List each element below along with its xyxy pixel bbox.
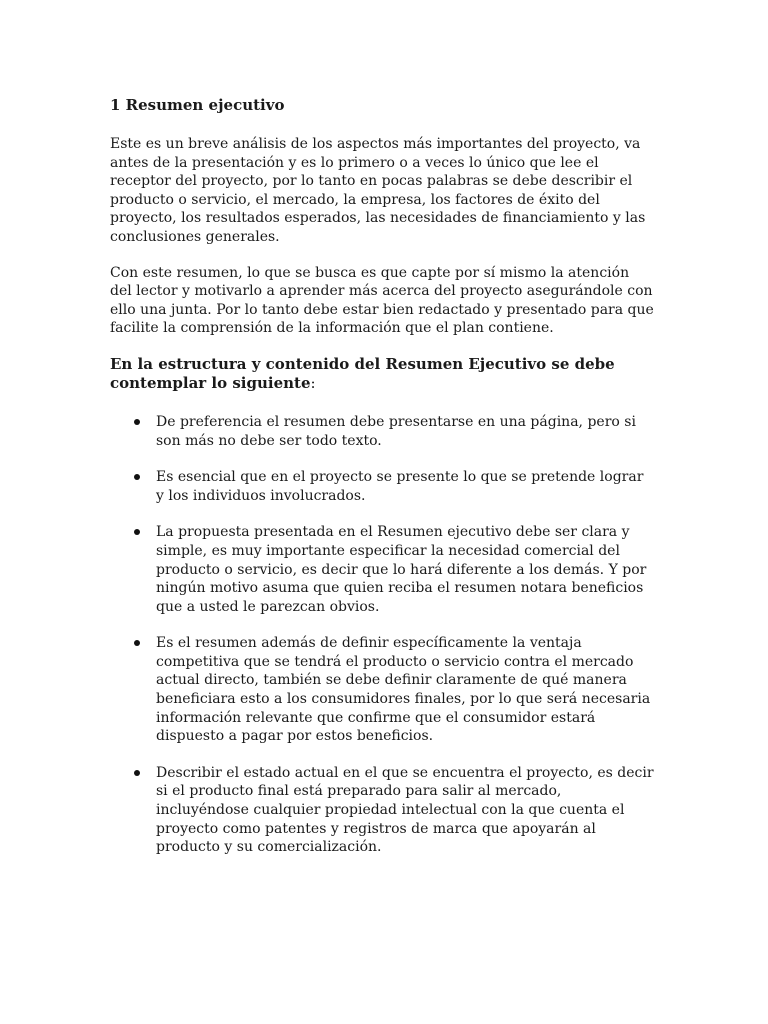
list-item-text: Es esencial que en el proyecto se presente lo que se pretende lograr y los individuos involucrados.	[156, 469, 644, 504]
bullet-icon	[134, 640, 140, 646]
list-item	[110, 413, 655, 450]
bullet-list	[110, 413, 655, 857]
document-page	[110, 96, 655, 875]
paragraph-intro: Este es un breve análisis de los aspectos más importantes del proyecto, va antes de la presentación y es lo primero o a veces lo único que lee el receptor del proyecto, por lo tanto en pocas palabras se debe describir el producto o servicio, el mercado, la empresa, los factores de éxito del proyecto, los resultados esperados, las necesidades de financiamiento y las conclusiones generales.	[110, 136, 646, 245]
structure-subheading-text: En la estructura y contenido del Resumen Ejecutivo se debe contemplar lo siguiente	[110, 354, 615, 392]
list-item	[110, 468, 655, 505]
list-item-text: Describir el estado actual en el que se encuentra el proyecto, es decir si el producto final está preparado para salir al mercado, incluyéndose cualquier propiedad intelectual con la que cuenta el proyecto como patentes y registros de marca que apoyarán al producto y su comercialización.	[156, 764, 654, 856]
paragraph-purpose: Con este resumen, lo que se busca es que capte por sí mismo la atención del lector y motivarlo a aprender más acerca del proyecto asegurándole con ello una junta. Por lo tanto debe estar bien redactado y presentado para que facilite la comprensión de la información que el plan contiene.	[110, 264, 654, 337]
list-item-text: De preferencia el resumen debe presentarse en una página, pero si son más no debe ser todo texto.	[156, 413, 636, 449]
structure-subheading-colon: :	[310, 373, 316, 392]
bullet-icon	[134, 474, 140, 480]
bullet-icon	[134, 770, 140, 776]
list-item	[110, 523, 655, 616]
list-item-text: Es el resumen además de definir específicamente la ventaja competitiva que se tendrá el producto o servicio contra el mercado actual directo, también se debe definir claramente de qué manera beneficiara esto a los consumidores finales, por lo que será necesaria información relevante que confirme que el consumidor estará dispuesto a pagar por estos beneficios.	[156, 635, 651, 745]
list-item	[110, 634, 655, 746]
bullet-icon	[134, 529, 140, 535]
section-heading: 1 Resumen ejecutivo	[110, 96, 285, 114]
bullet-icon	[134, 419, 140, 425]
structure-subheading	[110, 355, 655, 393]
list-item-text: La propuesta presentada en el Resumen ejecutivo debe ser clara y simple, es muy importante especificar la necesidad comercial del producto o servicio, es decir que lo hará diferente a los demás. Y por ningún motivo asuma que quien reciba el resumen notara beneficios que a usted le parezcan obvios.	[156, 524, 647, 615]
list-item	[110, 764, 655, 857]
